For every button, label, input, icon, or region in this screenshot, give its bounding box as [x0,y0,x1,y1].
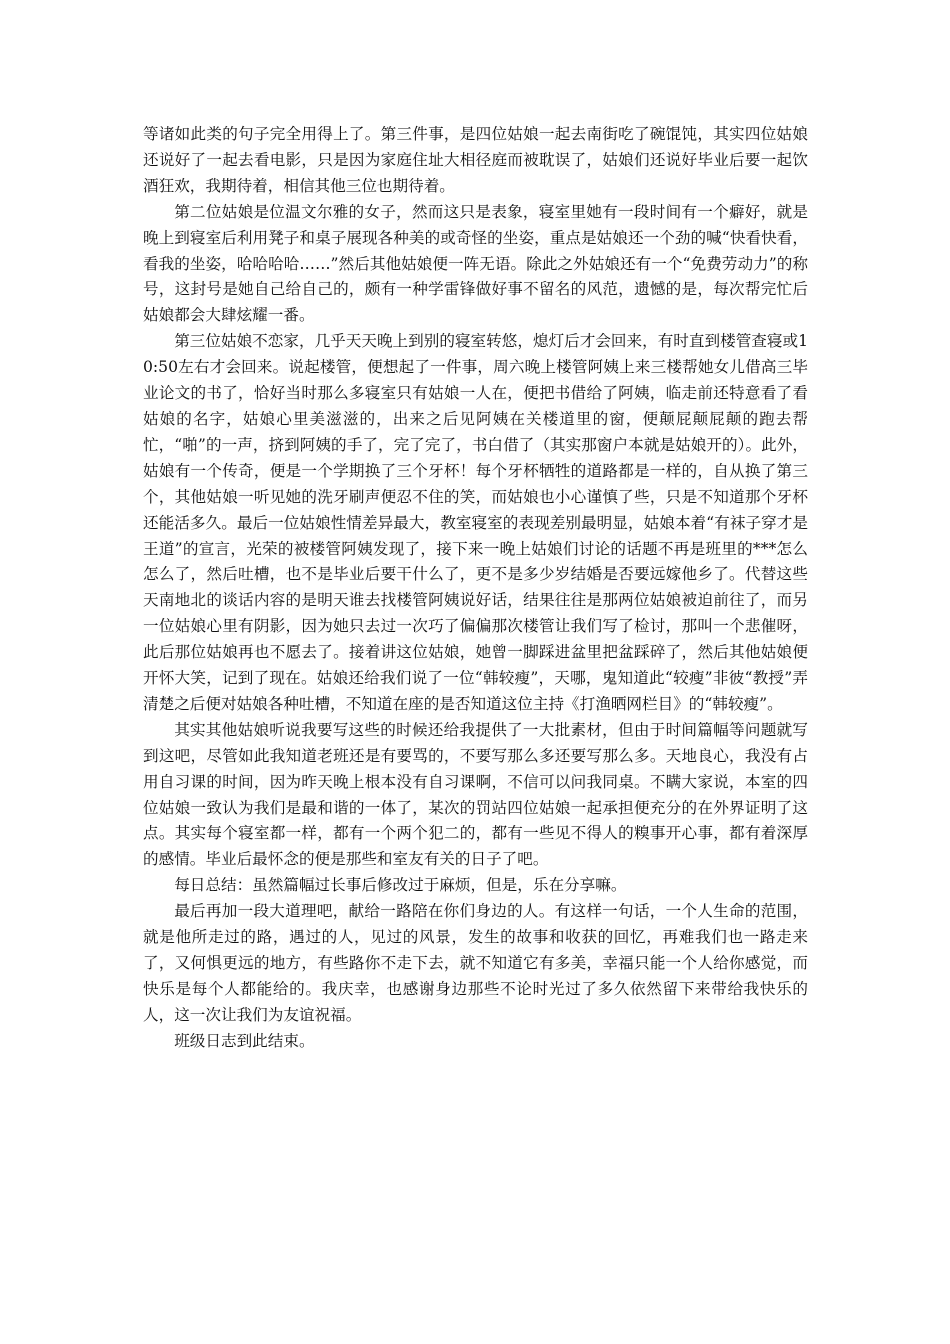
paragraph-2: 第二位姑娘是位温文尔雅的女子，然而这只是表象，寝室里她有一段时间有一个癖好，就是晚上到寝室后利用凳子和桌子展现各种美的或奇怪的坐姿，重点是姑娘还一个劲的喊“快看快看，看我的坐姿，哈哈哈哈……”然后其他姑娘便一阵无语。除此之外姑娘还有一个“免费劳动力”的称号，这封号是她自己给自己的，颇有一种学雷锋做好事不留名的风范，遗憾的是，每次帮完忙后姑娘都会大肆炫耀一番。 [143,202,808,325]
document-page [143,122,808,1055]
paragraph-3: 第三位姑娘不恋家，几乎天天晚上到别的寝室转悠，熄灯后才会回来，有时直到楼管查寝或10:50左右才会回来。说起楼管，便想起了一件事，周六晚上楼管阿姨上来三楼帮她女儿借高三毕业论文的书了，恰好当时那么多寝室只有姑娘一人在，便把书借给了阿姨，临走前还特意看了看姑娘的名字，姑娘心里美滋滋的，出来之后见阿姨在关楼道里的窗，便颠屁颠屁颠的跑去帮忙，“啪”的一声，挤到阿姨的手了，完了完了，书白借了（其实那窗户本就是姑娘开的）。此外，姑娘有一个传奇，便是一个学期换了三个牙杯！每个牙杯牺牲的道路都是一样的，自从换了第三个，其他姑娘一听见她的洗牙刷声便忍不住的笑，而姑娘也小心谨慎了些，只是不知道那个牙杯还能活多久。最后一位姑娘性情差异最大，教室寝室的表现差别最明显，姑娘本着“有袜子穿才是王道”的宣言，光荣的被楼管阿姨发现了，接下来一晚上姑娘们讨论的话题不再是班里的***怎么怎么了，然后吐槽，也不是毕业后要干什么了，更不是多少岁结婚是否要远嫁他乡了。代替这些天南地北的谈话内容的是明天谁去找楼管阿姨说好话，结果往往是那两位姑娘被迫前往了，而另一位姑娘心里有阴影，因为她只去过一次巧了偏偏那次楼管让我们写了检讨，那叫一个悲催呀，此后那位姑娘再也不愿去了。接着讲这位姑娘，她曾一脚踩进盆里把盆踩碎了，然后其他姑娘便开怀大笑，记到了现在。姑娘还给我们说了一位“韩较瘦”，天哪，鬼知道此“较瘦”非彼“教授”弄清楚之后便对姑娘各种吐槽，不知道在座的是否知道这位主持《打渔晒网栏目》的“韩较瘦”。 [143,332,808,713]
paragraph-6: 最后再加一段大道理吧，献给一路陪在你们身边的人。有这样一句话，一个人生命的范围，就是他所走过的路，遇过的人，见过的风景，发生的故事和收获的回忆，再难我们也一路走来了，又何惧更远的地方，有些路你不走下去，就不知道它有多美，幸福只能一个人给你感觉，而快乐是每个人都能给的。我庆幸，也感谢身边那些不论时光过了多久依然留下来带给我快乐的人，这一次让我们为友谊祝福。 [143,902,808,1024]
paragraph-1: 等诸如此类的句子完全用得上了。第三件事，是四位姑娘一起去南街吃了碗馄饨，其实四位姑娘还说好了一起去看电影，只是因为家庭住址大相径庭而被耽误了，姑娘们还说好毕业后要一起饮酒狂欢，我期待着，相信其他三位也期待着。 [143,125,808,195]
paragraph-7: 班级日志到此结束。 [174,1031,315,1050]
paragraph-4: 其实其他姑娘听说我要写这些的时候还给我提供了一大批素材，但由于时间篇幅等问题就写到这吧，尽管如此我知道老班还是有要骂的，不要写那么多还要写那么多。天地良心，我没有占用自习课的时间，因为昨天晚上根本没有自习课啊，不信可以问我同桌。不瞒大家说，本室的四位姑娘一致认为我们是最和谐的一体了，某次的罚站四位姑娘一起承担便充分的在外界证明了这点。其实每个寝室都一样，都有一个两个犯二的，都有一些见不得人的糗事开心事，都有着深厚的感情。毕业后最怀念的便是那些和室友有关的日子了吧。 [143,720,808,869]
paragraph-5: 每日总结：虽然篇幅过长事后修改过于麻烦，但是，乐在分享嘛。 [174,876,627,895]
